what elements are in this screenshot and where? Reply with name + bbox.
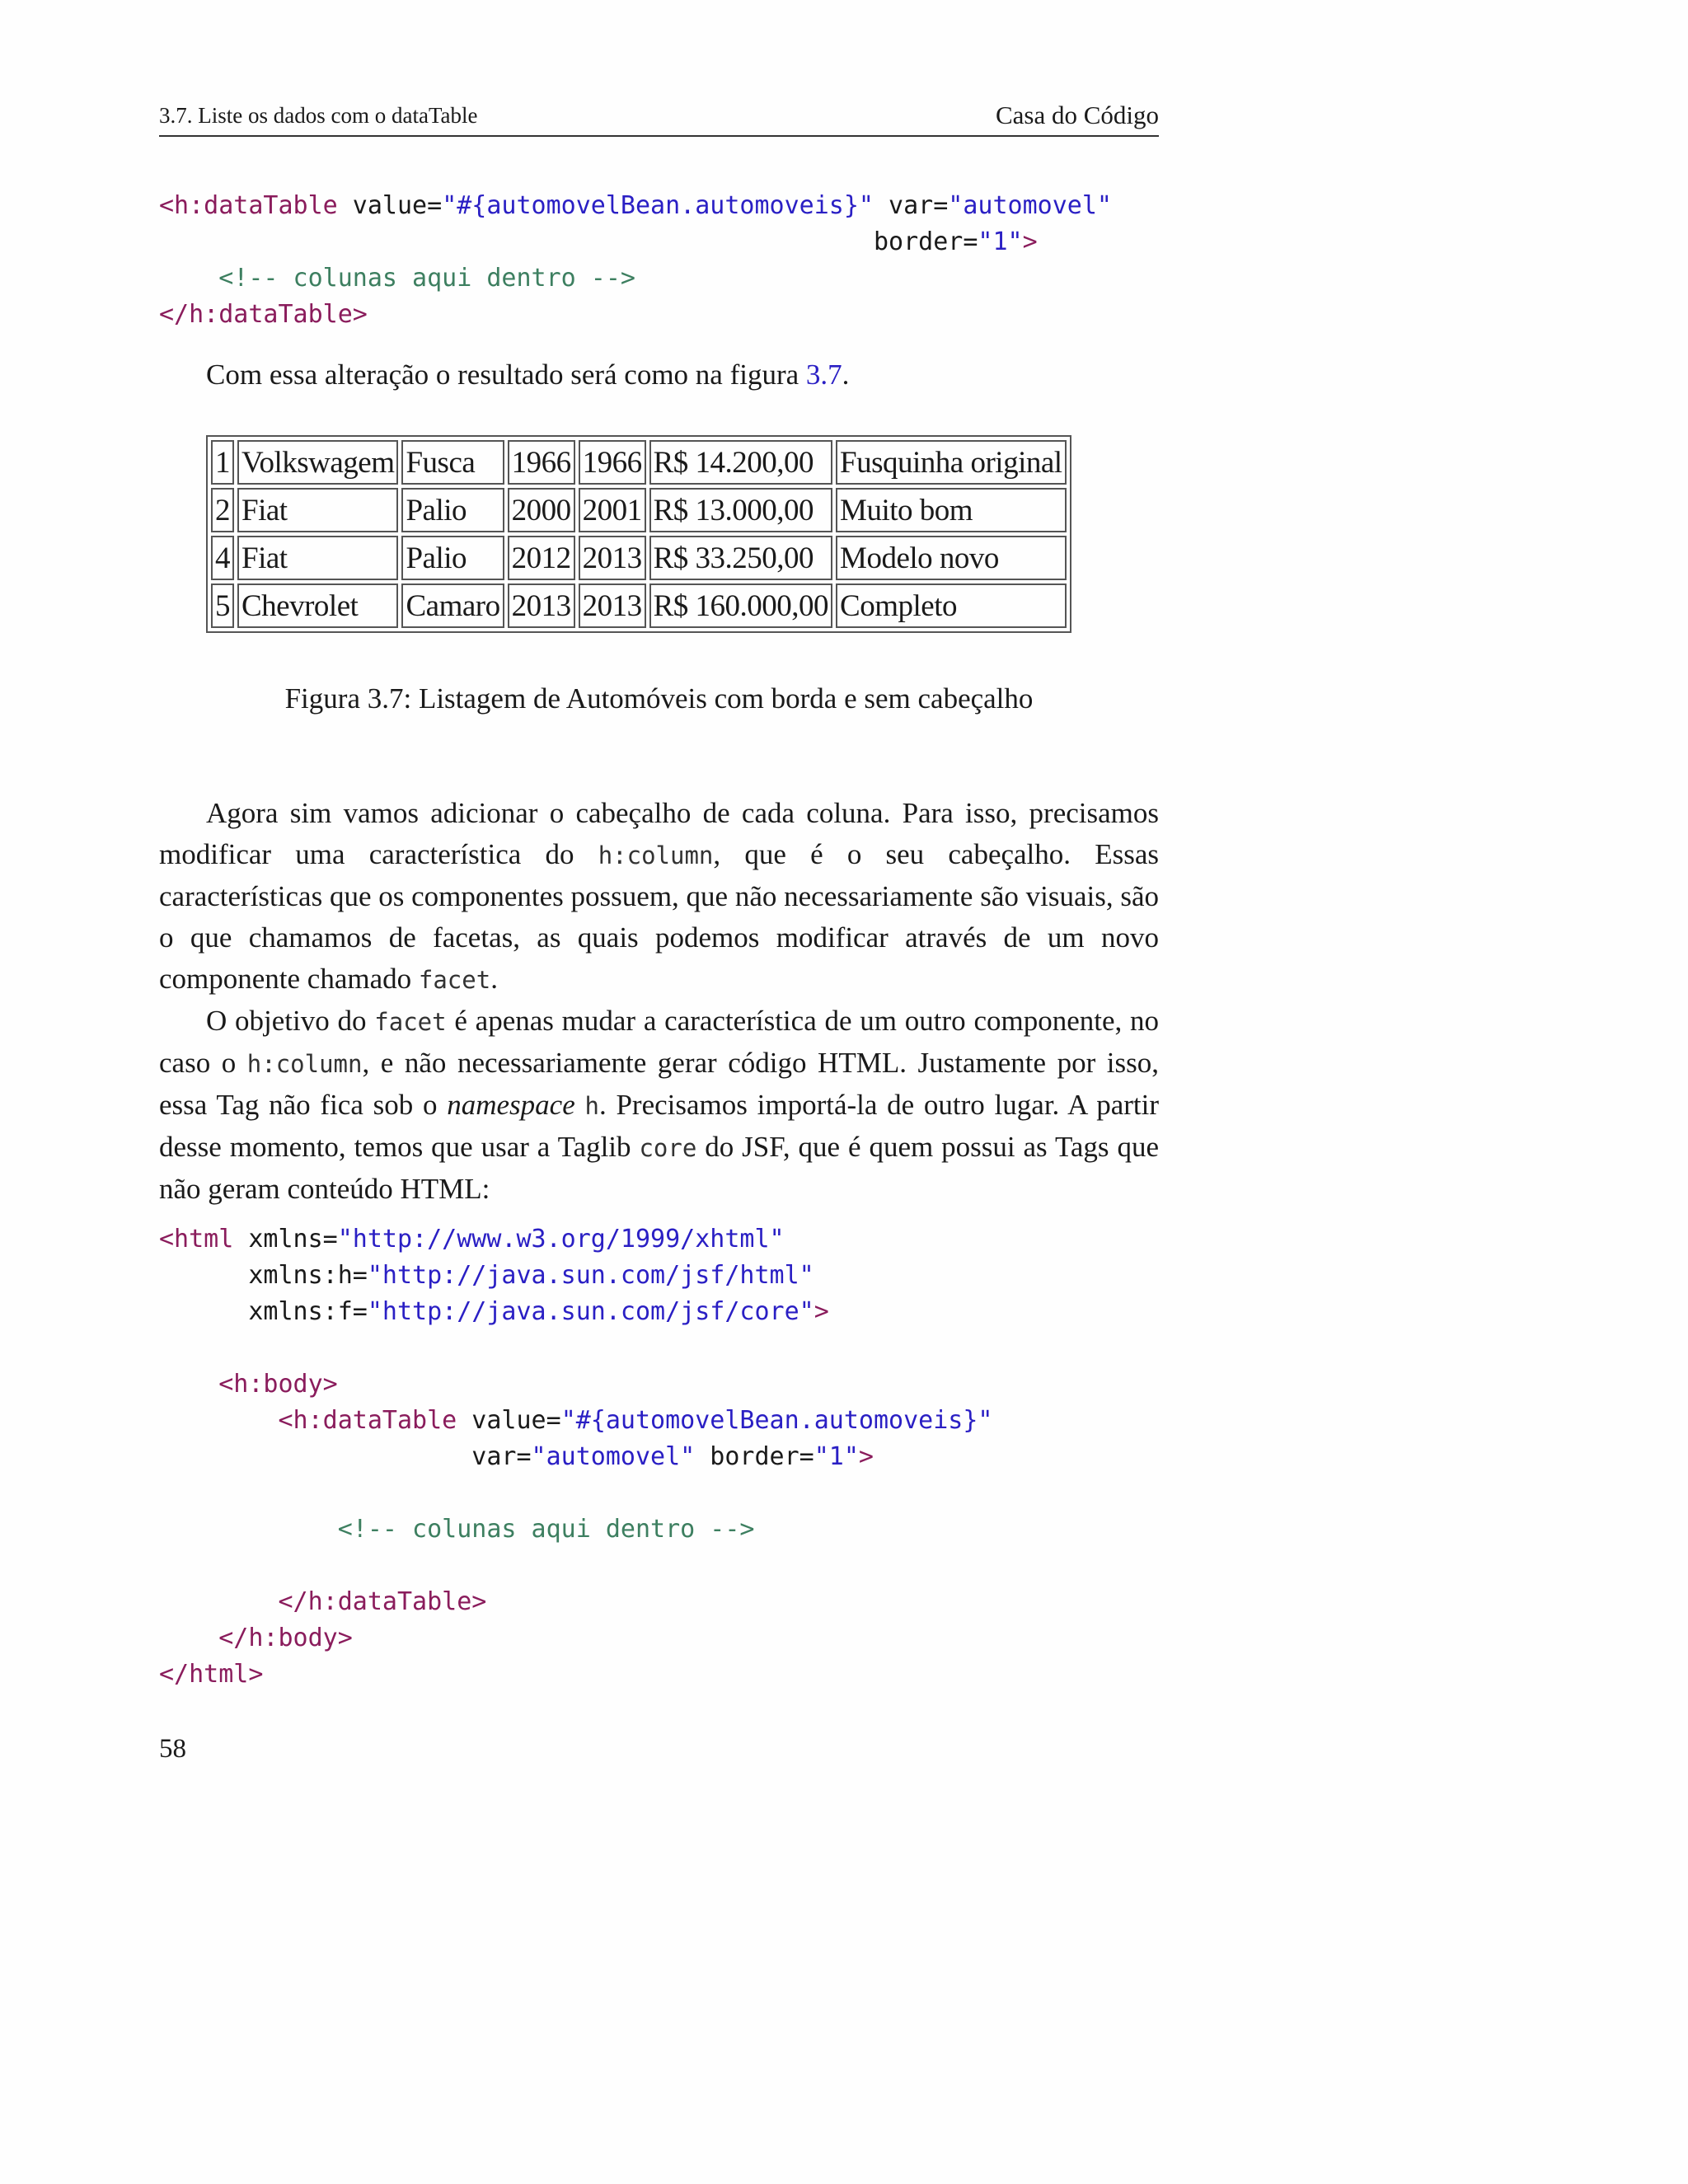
text-run: . bbox=[490, 963, 498, 995]
intro-end: . bbox=[842, 359, 850, 391]
code-token: xmlns:h= bbox=[248, 1261, 368, 1290]
table-cell: R$ 13.000,00 bbox=[649, 488, 832, 532]
text-run: , e não necessariamente gerar código HTML. Justamente por isso, essa Tag não fica sob o bbox=[159, 1047, 1159, 1121]
table-cell: 2013 bbox=[508, 583, 575, 628]
code-token: value= bbox=[337, 191, 443, 220]
paragraph-2 bbox=[159, 1001, 1159, 1210]
figure-table bbox=[206, 435, 1071, 633]
inline-code: core bbox=[639, 1134, 697, 1162]
code-token: </html> bbox=[159, 1660, 264, 1689]
figure-reference-link[interactable]: 3.7 bbox=[805, 359, 842, 391]
book-title: Casa do Código bbox=[995, 101, 1159, 129]
code-token: "http://java.sun.com/jsf/core" bbox=[367, 1297, 814, 1326]
table-cell: 1966 bbox=[579, 440, 646, 485]
page-number: 58 bbox=[159, 1734, 186, 1764]
code-comment: <!-- colunas aqui dentro --> bbox=[337, 1515, 755, 1544]
text-run: , que é o seu cabeçalho. Essas características que os componentes possuem, que não necessariamente são visuais, são o que chamamos de facetas, as quais podemos modificar através de um novo componente chamado bbox=[159, 838, 1159, 995]
paragraph-1 bbox=[159, 793, 1159, 1001]
table-cell: R$ 33.250,00 bbox=[649, 536, 832, 580]
table-cell: Palio bbox=[401, 488, 504, 532]
table-cell: 5 bbox=[211, 583, 234, 628]
table-cell: Volkswagem bbox=[237, 440, 398, 485]
table-cell: 2 bbox=[211, 488, 234, 532]
table-row bbox=[211, 440, 1067, 485]
code-token: xmlns= bbox=[233, 1225, 338, 1254]
intro-text: Com essa alteração o resultado será como na figura bbox=[206, 359, 806, 391]
code-token: "1" bbox=[978, 227, 1023, 256]
table-cell: R$ 160.000,00 bbox=[649, 583, 832, 628]
text-run: do JSF, que é quem possui as Tags que não geram conteúdo HTML: bbox=[159, 1131, 1159, 1205]
table-cell: 2013 bbox=[579, 536, 646, 580]
table-row bbox=[211, 583, 1067, 628]
code-block-html bbox=[159, 1221, 992, 1693]
table-cell: Camaro bbox=[401, 583, 504, 628]
table-cell: 2000 bbox=[508, 488, 575, 532]
table-cell: 2013 bbox=[579, 583, 646, 628]
code-token: "#{automovelBean.automoveis}" bbox=[442, 191, 874, 220]
code-block-datatable bbox=[159, 188, 1112, 333]
code-token: xmlns:f= bbox=[248, 1297, 368, 1326]
code-token: "automovel" bbox=[531, 1442, 696, 1471]
code-comment: <!-- colunas aqui dentro --> bbox=[218, 264, 635, 293]
emphasis: namespace bbox=[447, 1089, 575, 1121]
code-token: "#{automovelBean.automoveis}" bbox=[560, 1406, 993, 1435]
code-token: value= bbox=[457, 1406, 561, 1435]
code-token: var= bbox=[471, 1442, 532, 1471]
body-text bbox=[159, 793, 1159, 1210]
text-run: O objetivo do bbox=[206, 1005, 375, 1037]
table-cell: Modelo novo bbox=[836, 536, 1067, 580]
table-cell: 2012 bbox=[508, 536, 575, 580]
inline-code: h:column bbox=[598, 841, 714, 869]
table-cell: Fiat bbox=[237, 488, 398, 532]
code-token: "automovel" bbox=[948, 191, 1112, 220]
code-token: border= bbox=[695, 1442, 814, 1471]
table-cell: Muito bom bbox=[836, 488, 1067, 532]
code-token: <h:dataTable bbox=[159, 191, 338, 220]
table-cell: 1966 bbox=[508, 440, 575, 485]
inline-code: h bbox=[584, 1092, 599, 1120]
table-row bbox=[211, 488, 1067, 532]
inline-code: h:column bbox=[246, 1050, 363, 1078]
code-token: </h:dataTable> bbox=[159, 300, 368, 329]
inline-code: facet bbox=[418, 966, 491, 994]
code-token: border= bbox=[873, 227, 978, 256]
code-token: "http://www.w3.org/1999/xhtml" bbox=[337, 1225, 785, 1254]
running-header bbox=[159, 97, 1159, 137]
text-run: é apenas mudar a característica de um outro componente, no caso o bbox=[159, 1005, 1160, 1079]
text-run: . Precisamos importá-la de outro lugar. A partir desse momento, temos que usar a Taglib bbox=[159, 1089, 1159, 1163]
table-cell: 2001 bbox=[579, 488, 646, 532]
code-token: "1" bbox=[814, 1442, 859, 1471]
code-token: > bbox=[1022, 227, 1038, 256]
table-cell: Palio bbox=[401, 536, 504, 580]
table-cell: Fiat bbox=[237, 536, 398, 580]
code-token: <html bbox=[159, 1225, 234, 1254]
table-cell: 4 bbox=[211, 536, 234, 580]
table-cell: Fusquinha original bbox=[836, 440, 1067, 485]
table-cell: Completo bbox=[836, 583, 1067, 628]
figure-caption: Figura 3.7: Listagem de Automóveis com borda e sem cabeçalho bbox=[284, 682, 1034, 715]
table-cell: Fusca bbox=[401, 440, 504, 485]
table-cell: R$ 14.200,00 bbox=[649, 440, 832, 485]
section-title: 3.7. Liste os dados com o dataTable bbox=[159, 103, 478, 128]
code-token: </h:dataTable> bbox=[278, 1587, 487, 1616]
code-token: <h:body> bbox=[218, 1370, 338, 1399]
code-token: <h:dataTable bbox=[278, 1406, 457, 1435]
code-token: > bbox=[858, 1442, 874, 1471]
table-cell: Chevrolet bbox=[237, 583, 398, 628]
table-cell: 1 bbox=[211, 440, 234, 485]
code-token: </h:body> bbox=[218, 1624, 353, 1652]
code-token: > bbox=[814, 1297, 829, 1326]
intro-paragraph bbox=[159, 354, 1159, 396]
code-token: var= bbox=[873, 191, 949, 220]
code-token: "http://java.sun.com/jsf/html" bbox=[367, 1261, 814, 1290]
text-run: Agora sim vamos adicionar o cabeçalho de cada coluna. Para isso, precisamos modificar uma característica do bbox=[159, 797, 1159, 870]
table-row bbox=[211, 536, 1067, 580]
inline-code: facet bbox=[374, 1008, 447, 1036]
